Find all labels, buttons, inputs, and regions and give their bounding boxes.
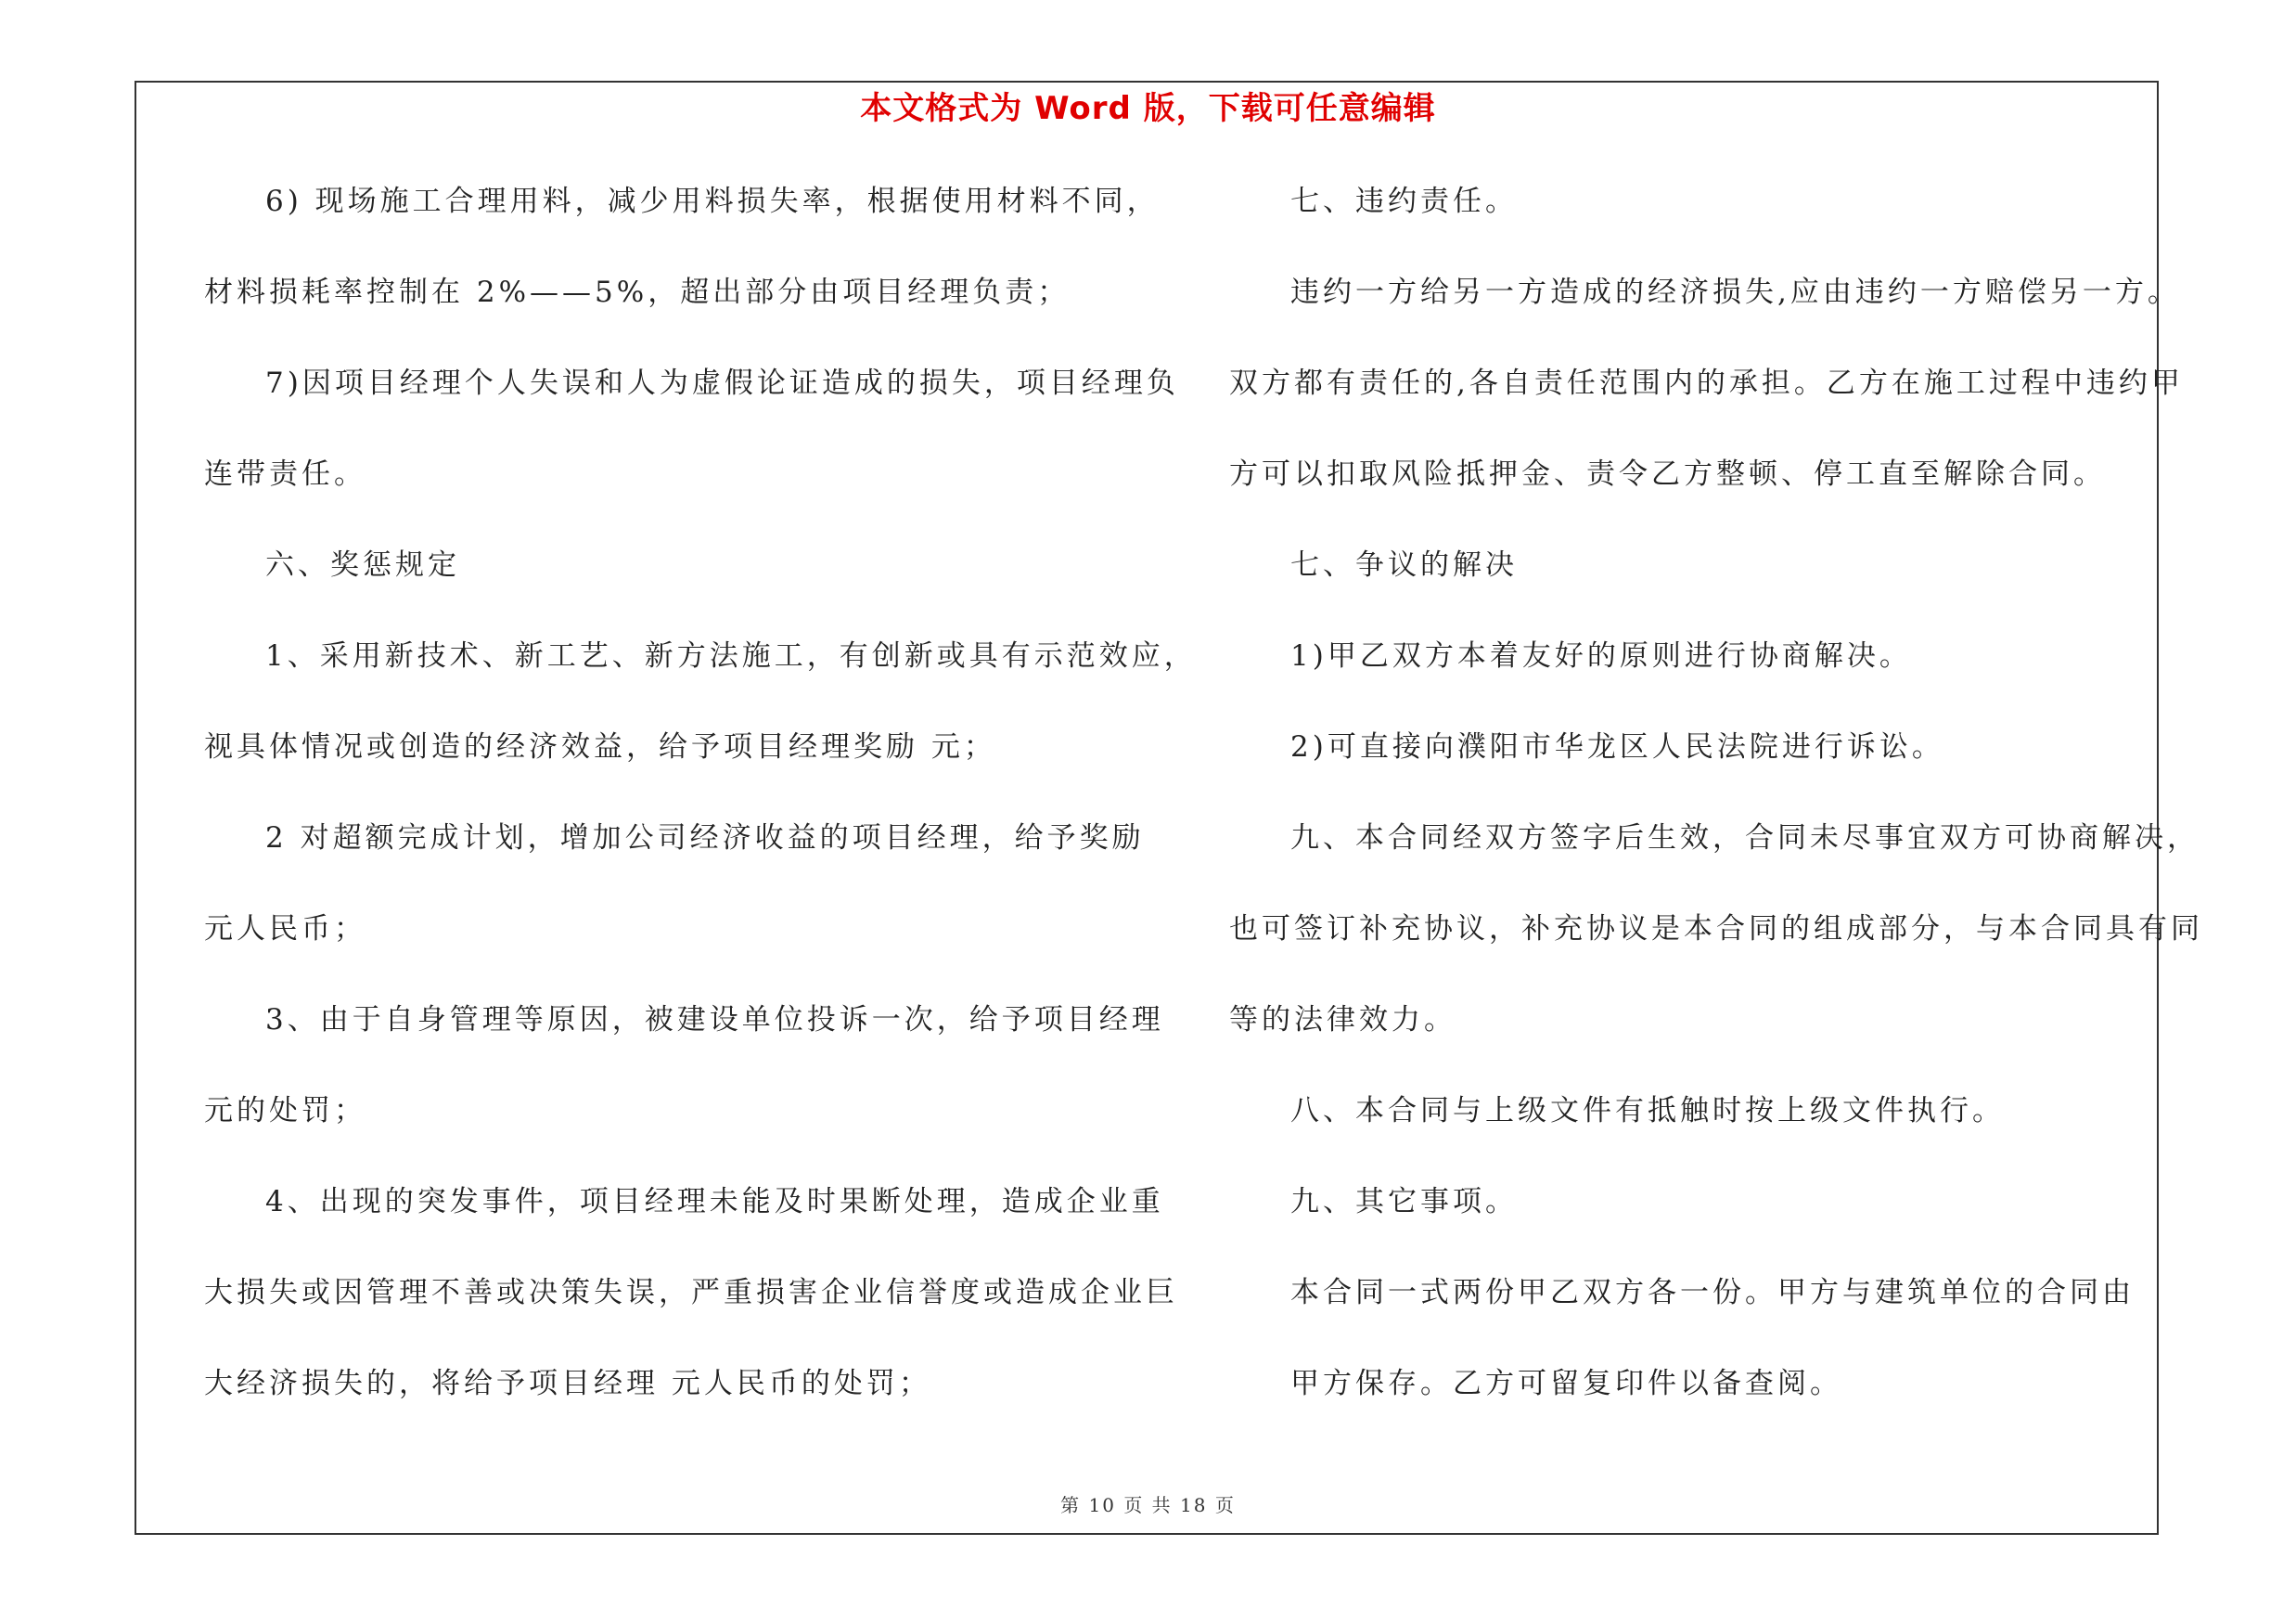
- section-heading: 七、争议的解决: [1290, 548, 1518, 582]
- paragraph-line: 元的处罚；: [204, 1094, 366, 1127]
- paragraph-line: 八、本合同与上级文件有抵触时按上级文件执行。: [1290, 1094, 2005, 1127]
- paragraph-line: 等的法律效力。: [1229, 1003, 1456, 1037]
- paragraph-line: 7)因项目经理个人失误和人为虚假论证造成的损失，项目经理负: [265, 367, 1179, 400]
- paragraph-line: 2)可直接向濮阳市华龙区人民法院进行诉讼。: [1290, 730, 1944, 764]
- paragraph-line: 3、由于自身管理等原因，被建设单位投诉一次，给予项目经理: [265, 1003, 1164, 1037]
- paragraph-line: 1、采用新技术、新工艺、新方法施工，有创新或具有示范效应，: [265, 639, 1197, 673]
- paragraph-line: 1)甲乙双方本着友好的原则进行协商解决。: [1290, 639, 1912, 673]
- paragraph-line: 违约一方给另一方造成的经济损失,应由违约一方赔偿另一方。: [1290, 276, 2180, 309]
- paragraph-line: 甲方保存。乙方可留复印件以备查阅。: [1290, 1367, 1842, 1400]
- document-banner: 本文格式为 Word 版，下载可任意编辑: [860, 90, 1436, 127]
- paragraph-line: 双方都有责任的,各自责任范围内的承担。乙方在施工过程中违约甲: [1229, 367, 2184, 400]
- paragraph-line: 大损失或因管理不善或决策失误，严重损害企业信誉度或造成企业巨: [204, 1276, 1178, 1309]
- section-heading: 九、其它事项。: [1290, 1185, 1518, 1218]
- paragraph-line: 也可签订补充协议，补充协议是本合同的组成部分，与本合同具有同: [1229, 912, 2203, 946]
- paragraph-line: 6) 现场施工合理用料，减少用料损失率，根据使用材料不同，: [265, 185, 1160, 218]
- paragraph-line: 方可以扣取风险抵押金、责令乙方整顿、停工直至解除合同。: [1229, 457, 2106, 491]
- paragraph-line: 材料损耗率控制在 2%——5%，超出部分由项目经理负责；: [204, 276, 1071, 309]
- paragraph-line: 元人民币；: [204, 912, 366, 946]
- section-heading: 六、奖惩规定: [265, 548, 460, 582]
- paragraph-line: 2 对超额完成计划，增加公司经济收益的项目经理，给予奖励: [265, 821, 1145, 855]
- paragraph-line: 九、本合同经双方签字后生效，合同未尽事宜双方可协商解决，: [1290, 821, 2200, 855]
- paragraph-line: 本合同一式两份甲乙双方各一份。甲方与建筑单位的合同由: [1290, 1276, 2135, 1309]
- page-number-footer: 第 10 页 共 18 页: [1060, 1494, 1236, 1516]
- paragraph-line: 连带责任。: [204, 457, 366, 491]
- section-heading: 七、违约责任。: [1290, 185, 1518, 218]
- paragraph-line: 大经济损失的，将给予项目经理 元人民币的处罚；: [204, 1367, 931, 1400]
- paragraph-line: 4、出现的突发事件，项目经理未能及时果断处理，造成企业重: [265, 1185, 1164, 1218]
- paragraph-line: 视具体情况或创造的经济效益，给予项目经理奖励 元；: [204, 730, 996, 764]
